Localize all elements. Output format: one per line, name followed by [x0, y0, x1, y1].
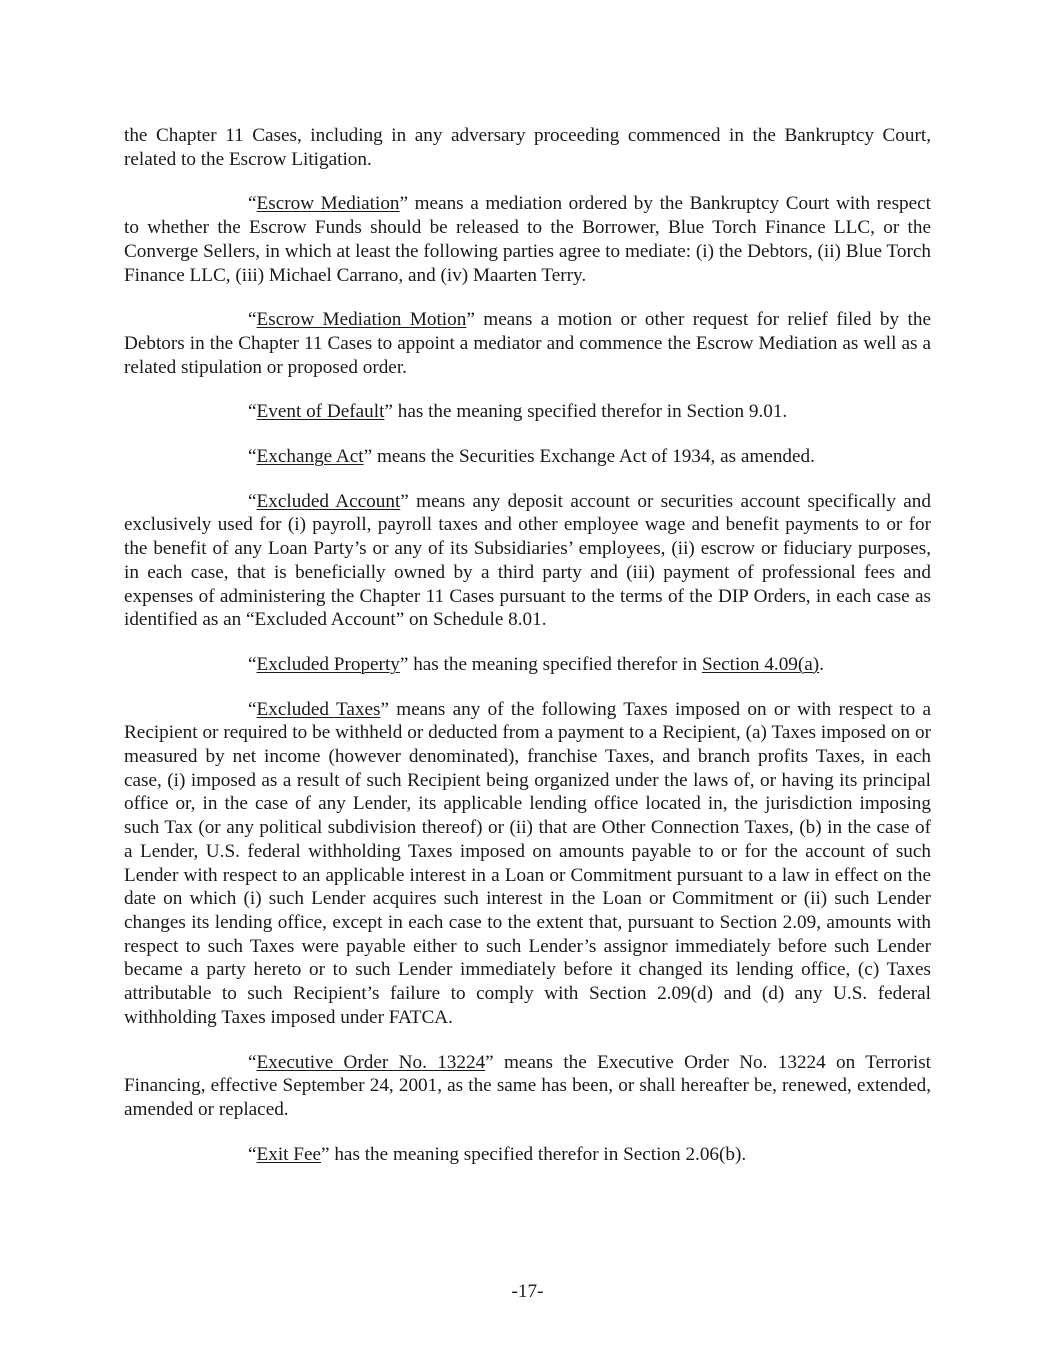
open-quote: “: [248, 401, 257, 423]
defined-term: Exit Fee: [256, 1143, 322, 1165]
intro-paragraph: the Chapter 11 Cases, including in any adversary proceeding commenced in the Bankruptcy Court, related to the Escrow Litigation.: [124, 125, 931, 170]
defined-term: Exchange Act: [256, 446, 364, 468]
definition-text: ” means a mediation ordered by the Bankruptcy Court with respect to whether the Escrow Funds should be released to the Borrower, Blue Torch Finance LLC, or the Converge Sellers, in which at least the following parties agree to mediate: (i) the Debtors, (ii) Blue Torch Finance LLC, (iii) Michael Carrano, and (iv) Maarten Terry.: [124, 193, 931, 286]
open-quote: “: [248, 698, 257, 720]
definition-excluded-account: [124, 490, 931, 632]
open-quote: “: [248, 653, 257, 675]
definition-escrow-mediation-motion: [124, 308, 931, 379]
definition-text: ” means the Securities Exchange Act of 1934, as amended.: [363, 446, 815, 468]
open-quote: “: [248, 1051, 257, 1073]
defined-term: Escrow Mediation Motion: [256, 309, 467, 331]
open-quote: “: [248, 490, 257, 512]
open-quote: “: [248, 193, 257, 215]
definition-text: ” means any deposit account or securities account specifically and exclusively used for (i) payroll, payroll taxes and other employee wage and benefit payments to or for the benefit of any Loan Party’s or any of its Subsidiaries’ employees, (ii) escrow or fiduciary purposes, in each case, that is beneficially owned by a third party and (iii) payment of professional fees and expenses of administering the Chapter 11 Cases pursuant to the terms of the DIP Orders, in each case as identified as an “Excluded Account” on Schedule 8.01.: [124, 490, 931, 631]
open-quote: “: [248, 446, 257, 468]
definition-text: ” has the meaning specified therefor in Section 2.06(b).: [321, 1143, 747, 1165]
definition-escrow-mediation: [124, 192, 931, 287]
definition-excluded-taxes: [124, 698, 931, 1030]
defined-term: Excluded Account: [256, 490, 401, 512]
definition-executive-order: [124, 1051, 931, 1122]
definition-text: ” means the Executive Order No. 13224 on Terrorist Financing, effective September 24, 2001, as the same has been, or shall hereafter be, renewed, extended, amended or replaced.: [124, 1051, 931, 1120]
defined-term: Executive Order No. 13224: [256, 1051, 486, 1073]
definition-text: ” means any of the following Taxes imposed on or with respect to a Recipient or required to be withheld or deducted from a payment to a Recipient, (a) Taxes imposed on or measured by net income (however denominated), franchise Taxes, and branch profits Taxes, in each case, (i) imposed as a result of such Recipient being organized under the laws of, or having its principal office or, in the case of any Lender, its applicable lending office located in, the jurisdiction imposing such Tax (or any political subdivision thereof) or (ii) that are Other Connection Taxes, (b) in the case of a Lender, U.S. federal withholding Taxes imposed on amounts payable to or for the account of such Lender with respect to an applicable interest in a Loan or Commitment pursuant to a law in effect on the date on which (i) such Lender acquires such interest in the Loan or Commitment or (ii) such Lender changes its lending office, except in each case to the extent that, pursuant to Section 2.09, amounts with respect to such Taxes were payable either to such Lender’s assignor immediately before such Lender became a party hereto or to such Lender immediately before it changed its lending office, (c) Taxes attributable to such Recipient’s failure to comply with Section 2.09(d) and (d) any U.S. federal withholding Taxes imposed under FATCA.: [124, 698, 931, 1028]
definition-text: ” has the meaning specified therefor in Section 9.01.: [384, 401, 788, 423]
section-reference-link: Section 4.09(a): [701, 653, 820, 675]
defined-term: Event of Default: [256, 401, 385, 423]
defined-term: Escrow Mediation: [256, 193, 400, 215]
defined-term: Excluded Property: [256, 653, 400, 675]
definition-text-end: .: [819, 653, 824, 675]
page-number: -17-: [511, 1281, 544, 1302]
open-quote: “: [248, 309, 257, 331]
definition-exchange-act: [124, 445, 931, 469]
open-quote: “: [248, 1143, 257, 1165]
definition-text: ” means a motion or other request for relief filed by the Debtors in the Chapter 11 Cases to appoint a mediator and commence the Escrow Mediation as well as a related stipulation or proposed order.: [124, 309, 931, 378]
definition-event-of-default: [124, 400, 931, 424]
definition-excluded-property: [124, 653, 931, 677]
document-body: [124, 124, 931, 1187]
definition-exit-fee: [124, 1143, 931, 1167]
defined-term: Excluded Taxes: [256, 698, 381, 720]
definition-text: ” has the meaning specified therefor in: [399, 653, 702, 675]
